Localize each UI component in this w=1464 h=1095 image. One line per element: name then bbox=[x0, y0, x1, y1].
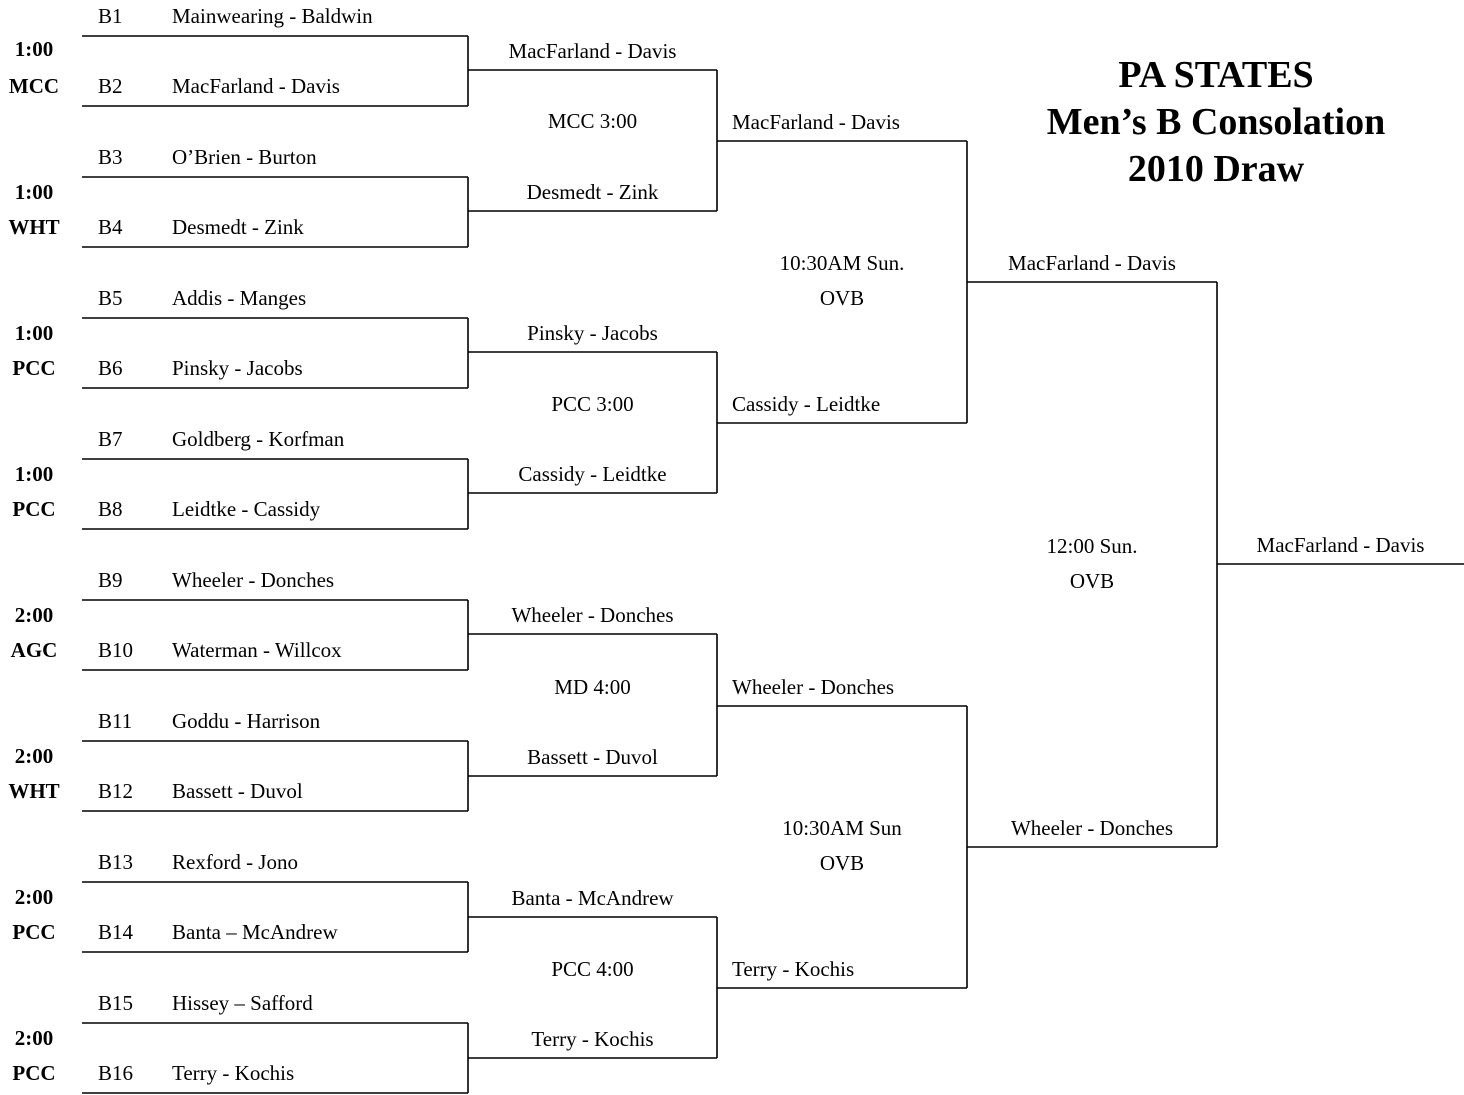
round1-team: Desmedt - Zink bbox=[172, 215, 304, 239]
round2-team: Pinsky - Jacobs bbox=[527, 321, 658, 345]
semifinal-team: Wheeler - Donches bbox=[1010, 816, 1174, 840]
match-court: PCC bbox=[12, 920, 56, 944]
slot-label: B10 bbox=[98, 638, 134, 662]
round1-team: Pinsky - Jacobs bbox=[172, 356, 303, 380]
match-court: MCC bbox=[8, 74, 60, 98]
match-time: 1:00 bbox=[14, 462, 54, 486]
match-time: 1:00 bbox=[14, 180, 54, 204]
round1-team: Banta – McAndrew bbox=[172, 920, 338, 944]
round3-team: Wheeler - Donches bbox=[732, 675, 895, 699]
final-time: 12:00 Sun. bbox=[1046, 534, 1138, 558]
slot-label: B1 bbox=[98, 4, 123, 28]
round3-court: OVB bbox=[819, 851, 865, 875]
match-time: 1:00 bbox=[14, 37, 54, 61]
match-time: 2:00 bbox=[14, 744, 54, 768]
slot-label: B5 bbox=[98, 286, 123, 310]
slot-label: B16 bbox=[98, 1061, 134, 1085]
round3-time: 10:30AM Sun. bbox=[779, 251, 905, 275]
match-court: PCC bbox=[12, 1061, 56, 1085]
round1-team: Waterman - Willcox bbox=[172, 638, 342, 662]
round3-time: 10:30AM Sun bbox=[782, 816, 902, 840]
round2-team: Bassett - Duvol bbox=[527, 745, 658, 769]
match-court: WHT bbox=[8, 215, 60, 239]
slot-label: B8 bbox=[98, 497, 123, 521]
slot-label: B9 bbox=[98, 568, 123, 592]
round1-team: Goddu - Harrison bbox=[172, 709, 321, 733]
round2-time: MD 4:00 bbox=[554, 675, 631, 699]
match-court: PCC bbox=[12, 497, 56, 521]
slot-label: B14 bbox=[98, 920, 134, 944]
round2-team: Cassidy - Leidtke bbox=[518, 462, 667, 486]
round2-team: Wheeler - Donches bbox=[511, 603, 674, 627]
title-line-3: 2010 Draw bbox=[1127, 148, 1305, 190]
title-line-1: PA STATES bbox=[1118, 54, 1314, 96]
round3-team: Cassidy - Leidtke bbox=[732, 392, 881, 416]
round2-team: Terry - Kochis bbox=[531, 1027, 654, 1051]
match-time: 2:00 bbox=[14, 1026, 54, 1050]
slot-label: B4 bbox=[98, 215, 123, 239]
slot-label: B6 bbox=[98, 356, 123, 380]
round2-team: Banta - McAndrew bbox=[511, 886, 674, 910]
draw-title bbox=[1010, 52, 1422, 193]
match-court: AGC bbox=[10, 638, 58, 662]
final-court: OVB bbox=[1069, 569, 1115, 593]
round3-team: MacFarland - Davis bbox=[732, 110, 900, 134]
round2-team: Desmedt - Zink bbox=[526, 180, 659, 204]
round3-team: Terry - Kochis bbox=[732, 957, 855, 981]
round1-team: MacFarland - Davis bbox=[172, 74, 340, 98]
match-time: 2:00 bbox=[14, 885, 54, 909]
round2-time: PCC 4:00 bbox=[551, 957, 634, 981]
round1-team: Wheeler - Donches bbox=[172, 568, 335, 592]
title-line-2: Men’s B Consolation bbox=[1046, 101, 1386, 143]
round3-court: OVB bbox=[819, 286, 865, 310]
round1-team: O’Brien - Burton bbox=[172, 145, 317, 169]
round1-team: Terry - Kochis bbox=[172, 1061, 295, 1085]
round2-team: MacFarland - Davis bbox=[508, 39, 677, 63]
round1-team: Mainwearing - Baldwin bbox=[172, 4, 373, 28]
round1-team: Goldberg - Korfman bbox=[172, 427, 345, 451]
match-court: WHT bbox=[8, 779, 60, 803]
slot-label: B2 bbox=[98, 74, 123, 98]
round1-team: Addis - Manges bbox=[172, 286, 307, 310]
match-court: PCC bbox=[12, 356, 56, 380]
round1-team: Leidtke - Cassidy bbox=[172, 497, 321, 521]
match-time: 2:00 bbox=[14, 603, 54, 627]
slot-label: B11 bbox=[98, 709, 133, 733]
match-time: 1:00 bbox=[14, 321, 54, 345]
champion-team: MacFarland - Davis bbox=[1256, 533, 1425, 557]
round1-team: Hissey – Safford bbox=[172, 991, 313, 1015]
slot-label: B13 bbox=[98, 850, 134, 874]
slot-label: B15 bbox=[98, 991, 134, 1015]
slot-label: B12 bbox=[98, 779, 134, 803]
round1-team: Bassett - Duvol bbox=[172, 779, 303, 803]
round2-time: MCC 3:00 bbox=[547, 109, 638, 133]
slot-label: B7 bbox=[98, 427, 123, 451]
semifinal-team: MacFarland - Davis bbox=[1008, 251, 1176, 275]
slot-label: B3 bbox=[98, 145, 123, 169]
round1-team: Rexford - Jono bbox=[172, 850, 298, 874]
round2-time: PCC 3:00 bbox=[551, 392, 634, 416]
